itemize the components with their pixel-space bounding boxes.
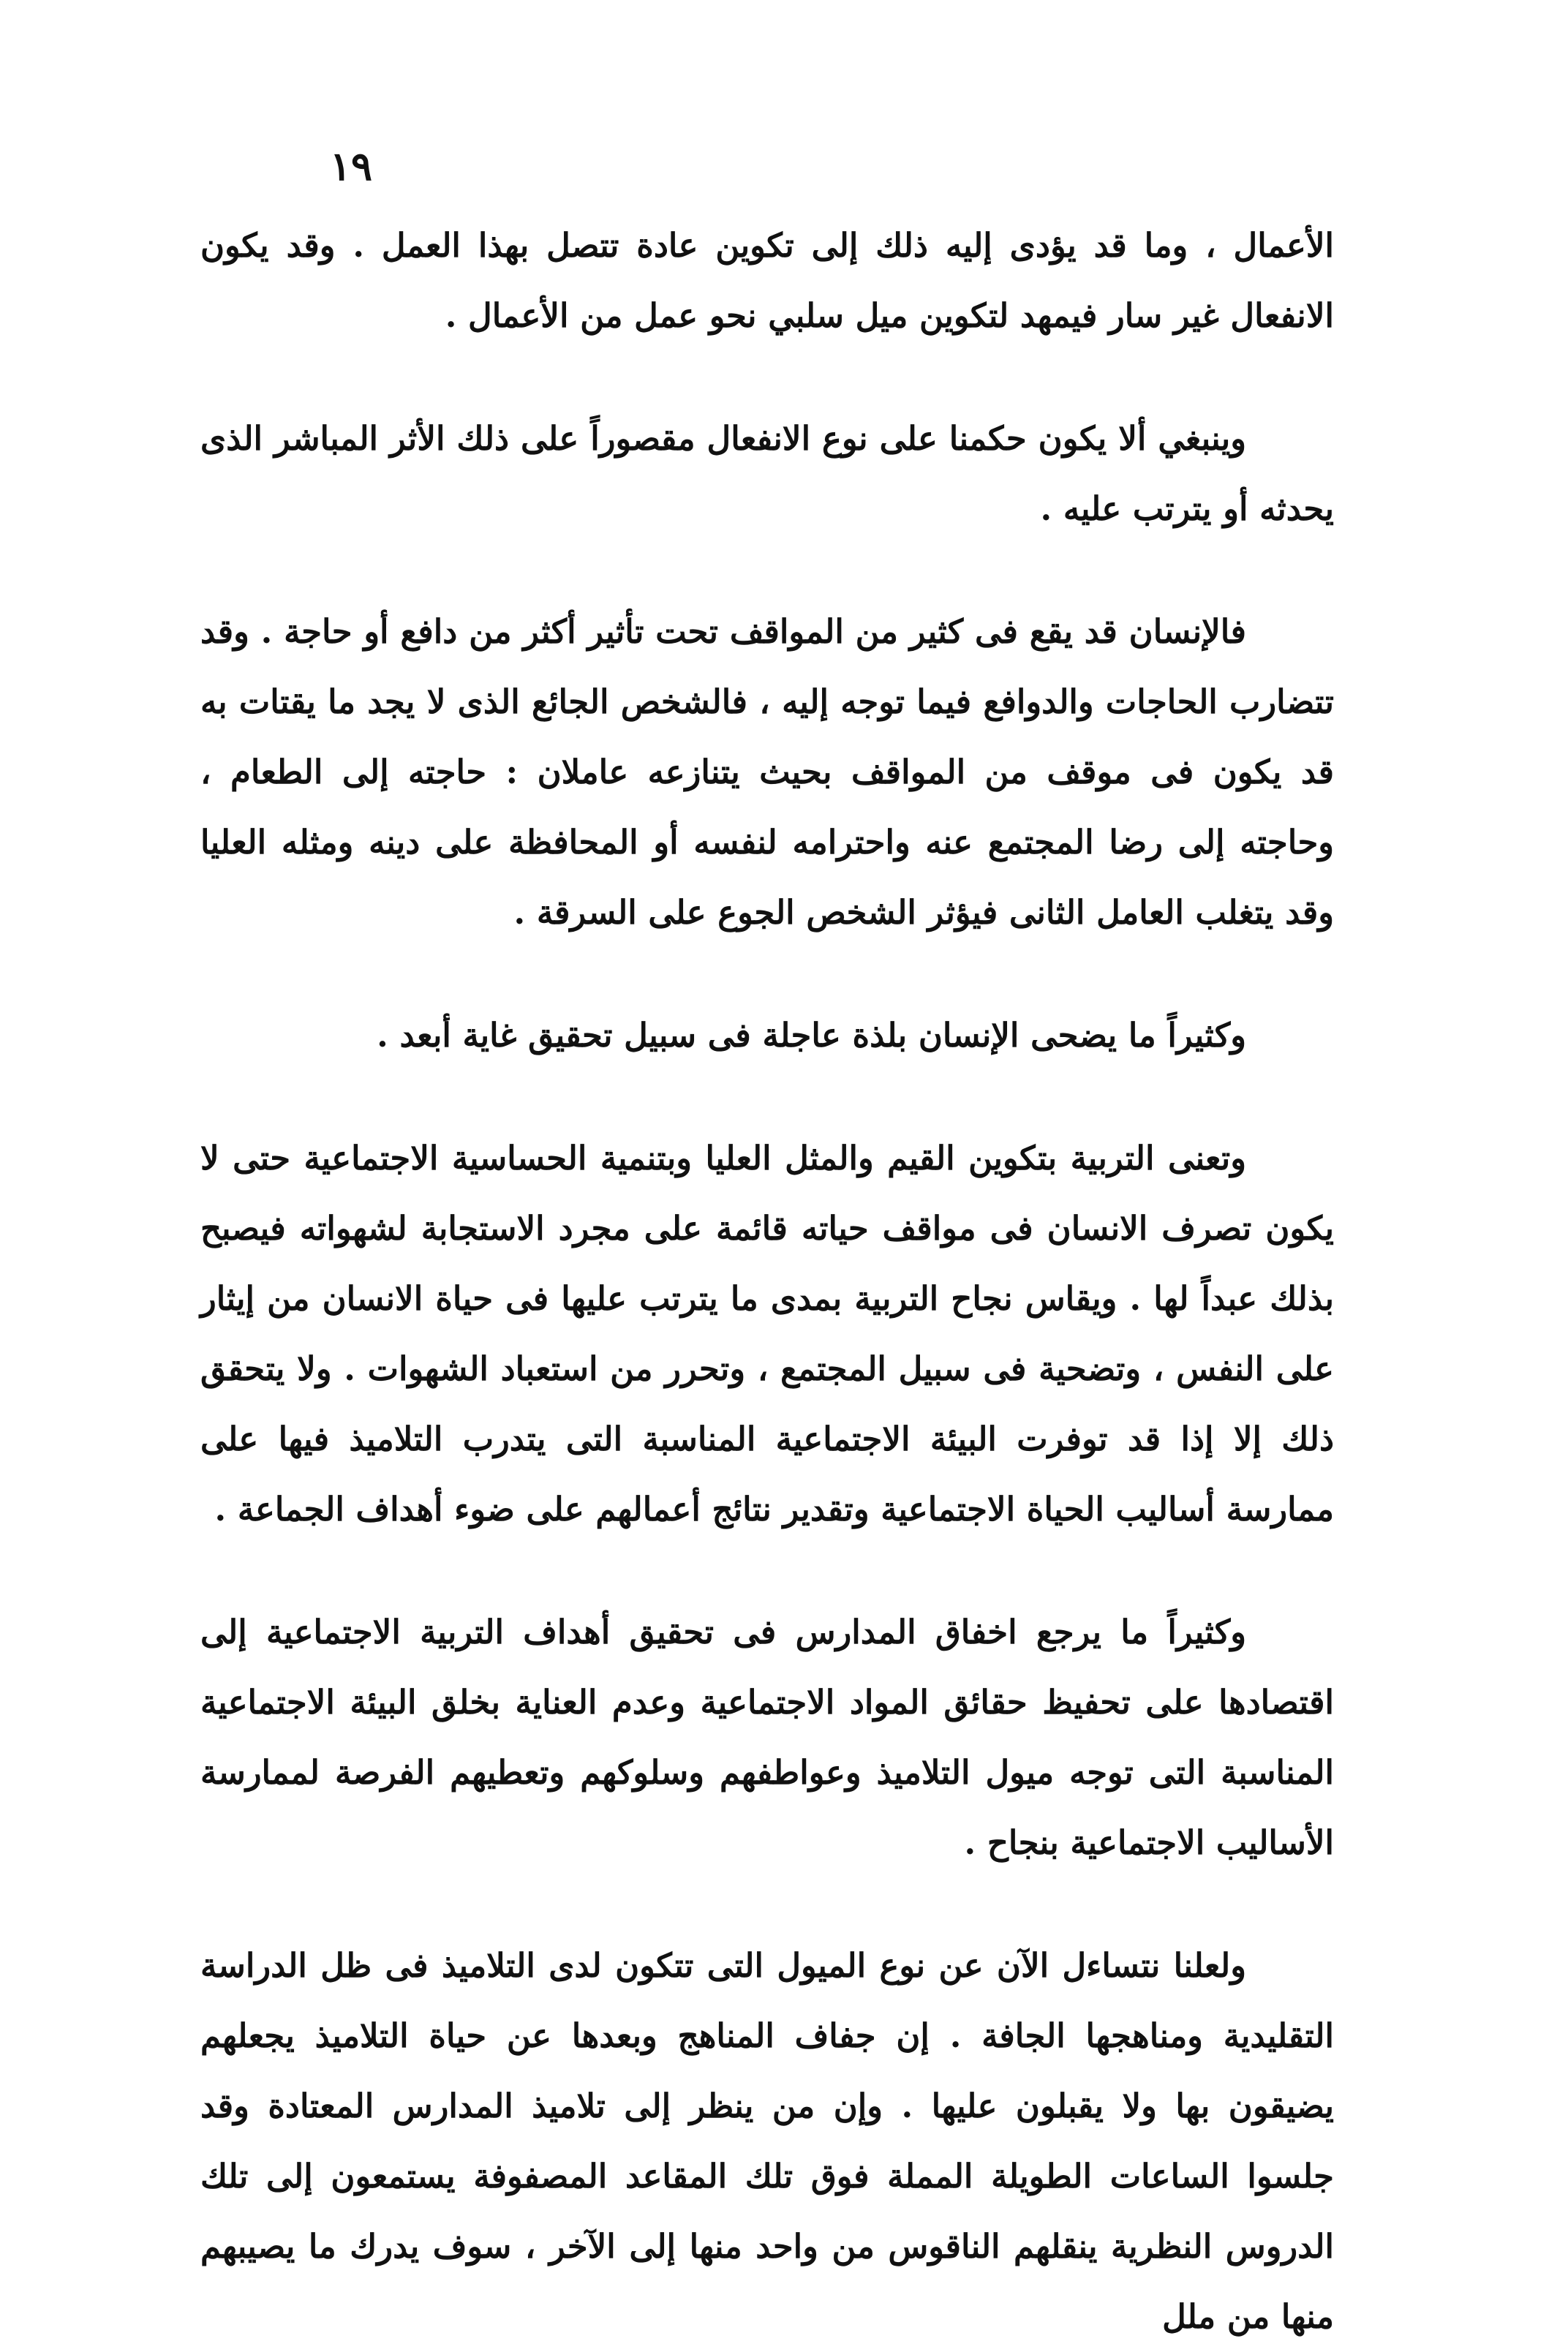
paragraph-4: وكثيراً ما يضحى الإنسان بلذة عاجلة فى سبيل تحقيق غاية أبعد . xyxy=(377,1016,1246,1055)
paragraph-1: الأعمال ، وما قد يؤدى إليه ذلك إلى تكوين عادة تتصل بهذا العمل . وقد يكون الانفعال غير سار فيمهد لتكوين ميل سلبي نحو عمل من الأعمال . xyxy=(200,226,1334,335)
page-number: ١٩ xyxy=(329,143,372,189)
paragraph-5: وتعنى التربية بتكوين القيم والمثل العليا وبتنمية الحساسية الاجتماعية حتى لا يكون تصرف الانسان فى مواقف حياته قائمة على مجرد الاستجابة لشهواته فيصبح بذلك عبداً لها . ويقاس نجاح التربية بمدى ما يترتب عليها فى حياة الانسان من إيثار على النفس ، وتضحية فى سبيل المجتمع ، وتحرر من استعباد الشهوات . ولا يتحقق ذلك إلا إذا قد توفرت البيئة الاجتماعية المناسبة التى يتدرب التلاميذ فيها على ممارسة أساليب الحياة الاجتماعية وتقدير نتائج أعمالهم على ضوء أهداف الجماعة . xyxy=(200,1139,1334,1529)
body-text xyxy=(200,211,1334,2352)
paragraph-2: وينبغي ألا يكون حكمنا على نوع الانفعال مقصوراً على ذلك الأثر المباشر الذى يحدثه أو يترتب عليه . xyxy=(200,419,1334,528)
paragraph-7: ولعلنا نتساءل الآن عن نوع الميول التى تتكون لدى التلاميذ فى ظل الدراسة التقليدية ومناهجها الجافة . إن جفاف المناهج وبعدها عن حياة التلاميذ يجعلهم يضيقون بها ولا يقبلون عليها . وإن من ينظر إلى تلاميذ المدارس المعتادة وقد جلسوا الساعات الطويلة المملة فوق تلك المقاعد المصفوفة يستمعون إلى تلك الدروس النظرية ينقلهم الناقوس من واحد منها إلى الآخر ، سوف يدرك ما يصيبهم منها من ملل xyxy=(200,1946,1334,2336)
paragraph-6: وكثيراً ما يرجع اخفاق المدارس فى تحقيق أهداف التربية الاجتماعية إلى اقتصادها على تحفيظ حقائق المواد الاجتماعية وعدم العناية بخلق البيئة الاجتماعية المناسبة التى توجه ميول التلاميذ وعواطفهم وسلوكهم وتعطيهم الفرصة لممارسة الأساليب الاجتماعية بنجاح . xyxy=(200,1613,1334,1862)
paragraph-3: فالإنسان قد يقع فى كثير من المواقف تحت تأثير أكثر من دافع أو حاجة . وقد تتضارب الحاجات والدوافع فيما توجه إليه ، فالشخص الجائع الذى لا يجد ما يقتات به قد يكون فى موقف من المواقف بحيث يتنازعه عاملان : حاجته إلى الطعام ، وحاجته إلى رضا المجتمع عنه واحترامه لنفسه أو المحافظة على دينه ومثله العليا وقد يتغلب العامل الثانى فيؤثر الشخص الجوع على السرقة . xyxy=(200,612,1334,932)
